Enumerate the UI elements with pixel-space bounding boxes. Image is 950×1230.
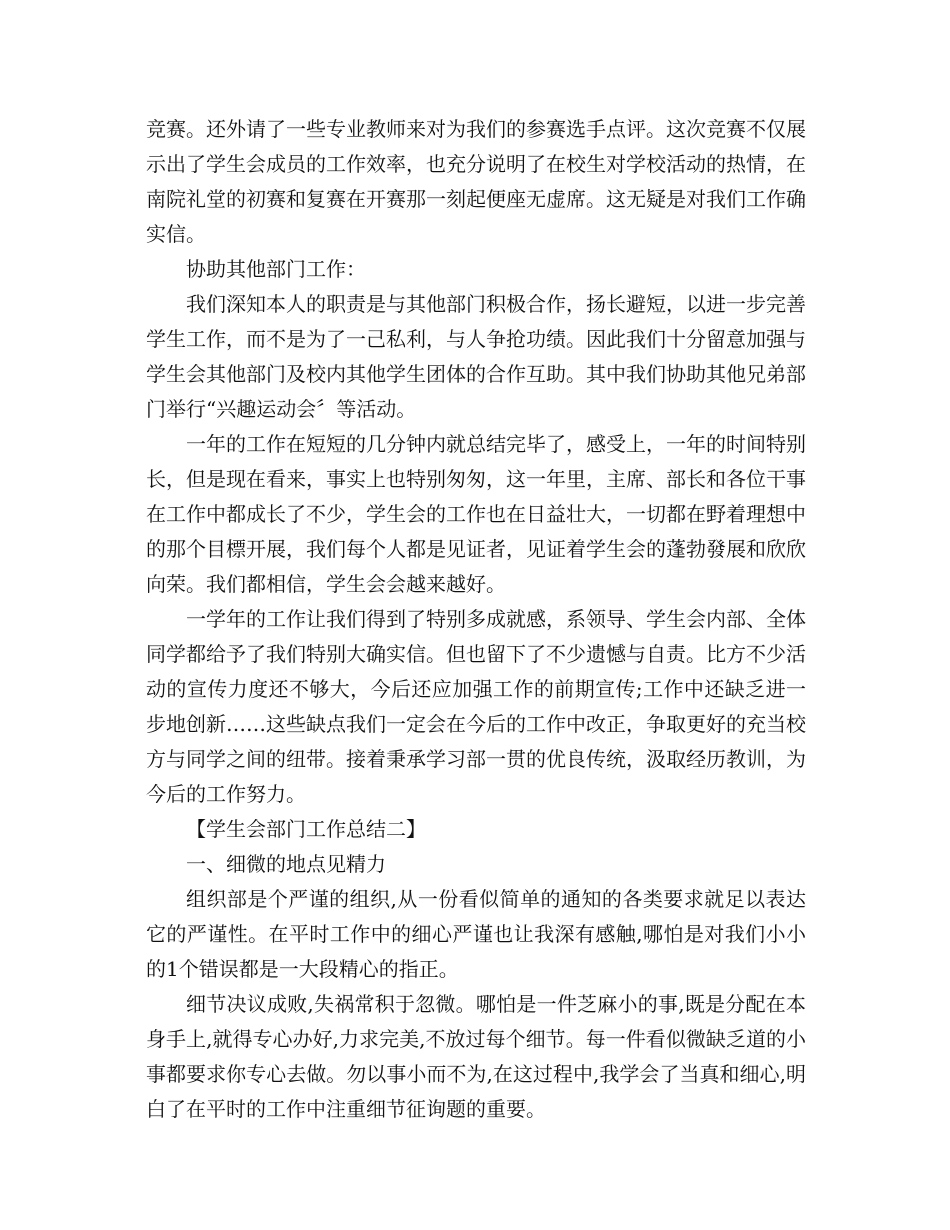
document-body [146, 112, 806, 1127]
subheading-details: 一、细微的地点见精力 [186, 852, 386, 876]
paragraph-organization-rigor: 组织部是个严谨的组织,从一份看似简单的通知的各类要求就足以表达它的严谨性。在平时工作中的细心严谨也让我深有感触,哪怕是对我们小小的1个错误都是一大段精心的指正。 [146, 887, 806, 981]
section-title-summary-two: 【学生会部门工作总结二】 [186, 817, 426, 841]
paragraph-year-summary: 一年的工作在短短的几分钟内就总结完毕了，感受上，一年的时间特别长，但是现在看来，事实上也特别匆匆，这一年里，主席、部长和各位干事在工作中都成长了不少，学生会的工作也在日益壮大，一切都在野着理想中的那个目標开展，我们每个人都是见证者，见证着学生会的蓬勃發展和欣欣向荣。我们都相信，学生会会越来越好。 [146, 432, 806, 596]
paragraph-details-matter: 细节决议成败,失祸常积于忽微。哪怕是一件芝麻小的事,既是分配在本身手上,就得专心办好,力求完美,不放过每个细节。每一件看似微缺乏道的小事都要求你专心去做。勿以事小而不为,在这过程中,我学会了当真和细心,明白了在平时的工作中注重细节征询题的重要。 [146, 992, 806, 1121]
paragraph-competition-continued: 竞赛。还外请了一些专业教师来对为我们的参赛选手点评。这次竞赛不仅展示出了学生会成员的工作效率，也充分说明了在校生对学校活动的热情，在南院礼堂的初赛和复赛在开赛那一刻起便座无虚席。这无疑是对我们工作确实信。 [146, 117, 806, 246]
paragraph-achievements-shortcomings: 一学年的工作让我们得到了特别多成就感，系领导、学生会内部、全体同学都给予了我们特别大确实信。但也留下了不少遗憾与自责。比方不少活动的宣传力度还不够大，今后还应加强工作的前期宣传;工作中还缺乏进一步地创新……这些缺点我们一定会在今后的工作中改正，争取更好的充当校方与同学之间的纽带。接着秉承学习部一贯的优良传统，汲取经历教训，为今后的工作努力。 [146, 607, 806, 806]
paragraph-cooperation: 我们深知本人的职责是与其他部门积极合作，扬长避短，以进一步完善学生工作，而不是为了一己私利，与人争抢功绩。因此我们十分留意加强与学生会其他部门及校内其他学生团体的合作互助。其中我们协助其他兄弟部门举行“兴趣运动会〞等活动。 [146, 292, 806, 421]
subheading-assist-other-departments: 协助其他部门工作： [186, 257, 366, 281]
